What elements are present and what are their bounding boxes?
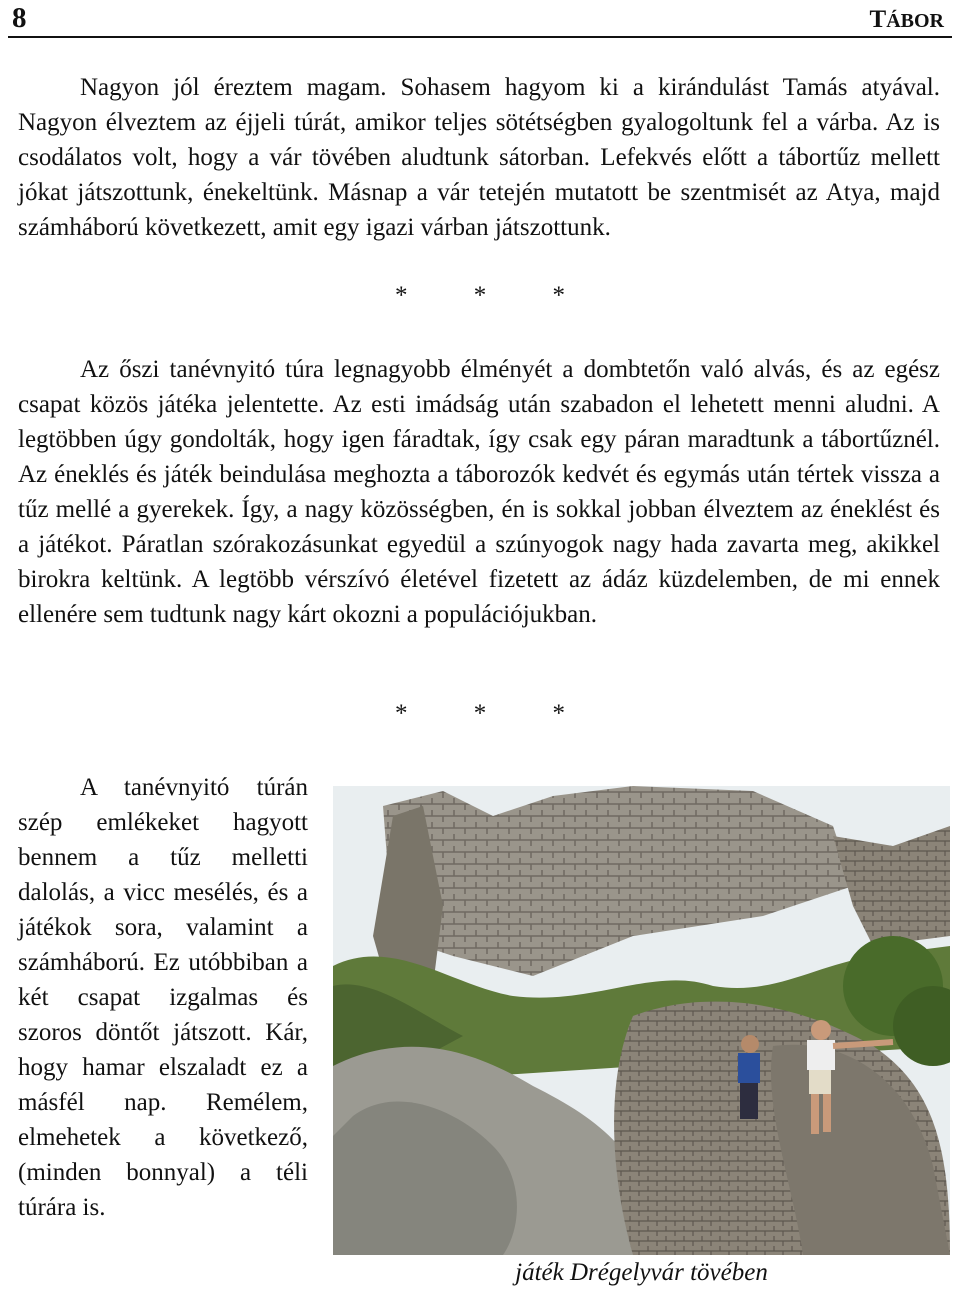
photo-caption: játék Drégelyvár tövében	[515, 1259, 768, 1286]
paragraph-3: A tanévnyitó túrán szép emlékeket hagyott bennem a tűz melletti dalolás, a vicc mesélés, és a játékok sora, valamint a számháború. Ez utóbbiban a két csapat izgalmas és szoros döntőt játszott. Kár, hogy hamar elszaladt ez a másfél nap. Remélem, elmehetek a következő, (minden bonnyal) a téli túrára is.	[18, 774, 308, 1221]
separator-1: * * *	[395, 282, 565, 309]
castle-photo	[333, 786, 950, 1255]
page-header	[8, 0, 952, 38]
castle-photo-illustration	[333, 786, 950, 1255]
section-title-initial: T	[869, 6, 887, 33]
separator-2: * * *	[395, 700, 565, 727]
paragraph-2: Az őszi tanévnyitó túra legnagyobb élményét a dombtetőn való alvás, és az egész csapat közös játéka jelentette. Az esti imádság után szabadon el lehetett menni aludni. A legtöbben úgy gondolták, hogy igen fáradtak, így csak egy páran maradtunk a tábortűznél. Az éneklés és játék beindulása meghozta a táborozók kedvét és egymás után tértek vissza a tűz mellé a gyerekek. Így, a nagy közösségben, én is sokkal jobban élveztem az éneklést és a játékot. Páratlan szórakozásunkat egyedül a szúnyogok nagy hada zavarta meg, akikkel birokra keltünk. A legtöbb vérszívó életével fizetett az ádáz küzdelemben, de mi ennek ellenére sem tudtunk nagy kárt okozni a populációjukban.	[18, 356, 940, 628]
page-number: 8	[12, 2, 27, 34]
section-title	[870, 6, 944, 34]
paragraph-1: Nagyon jól éreztem magam. Sohasem hagyom ki a kirándulást Tamás atyával. Nagyon élveztem az éjjeli túrát, amikor teljes sötétségben gyalogoltunk fel a várba. Az is csodálatos volt, hogy a vár tövében aludtunk sátorban. Lefekvés előtt a tábortűz mellett jókat játszottunk, énekeltünk. Másnap a vár tetején mutatott be szentmisét az Atya, majd számháború következett, amit egy igazi várban játszottunk.	[18, 74, 940, 241]
section-title-rest: ÁBOR	[886, 10, 944, 32]
